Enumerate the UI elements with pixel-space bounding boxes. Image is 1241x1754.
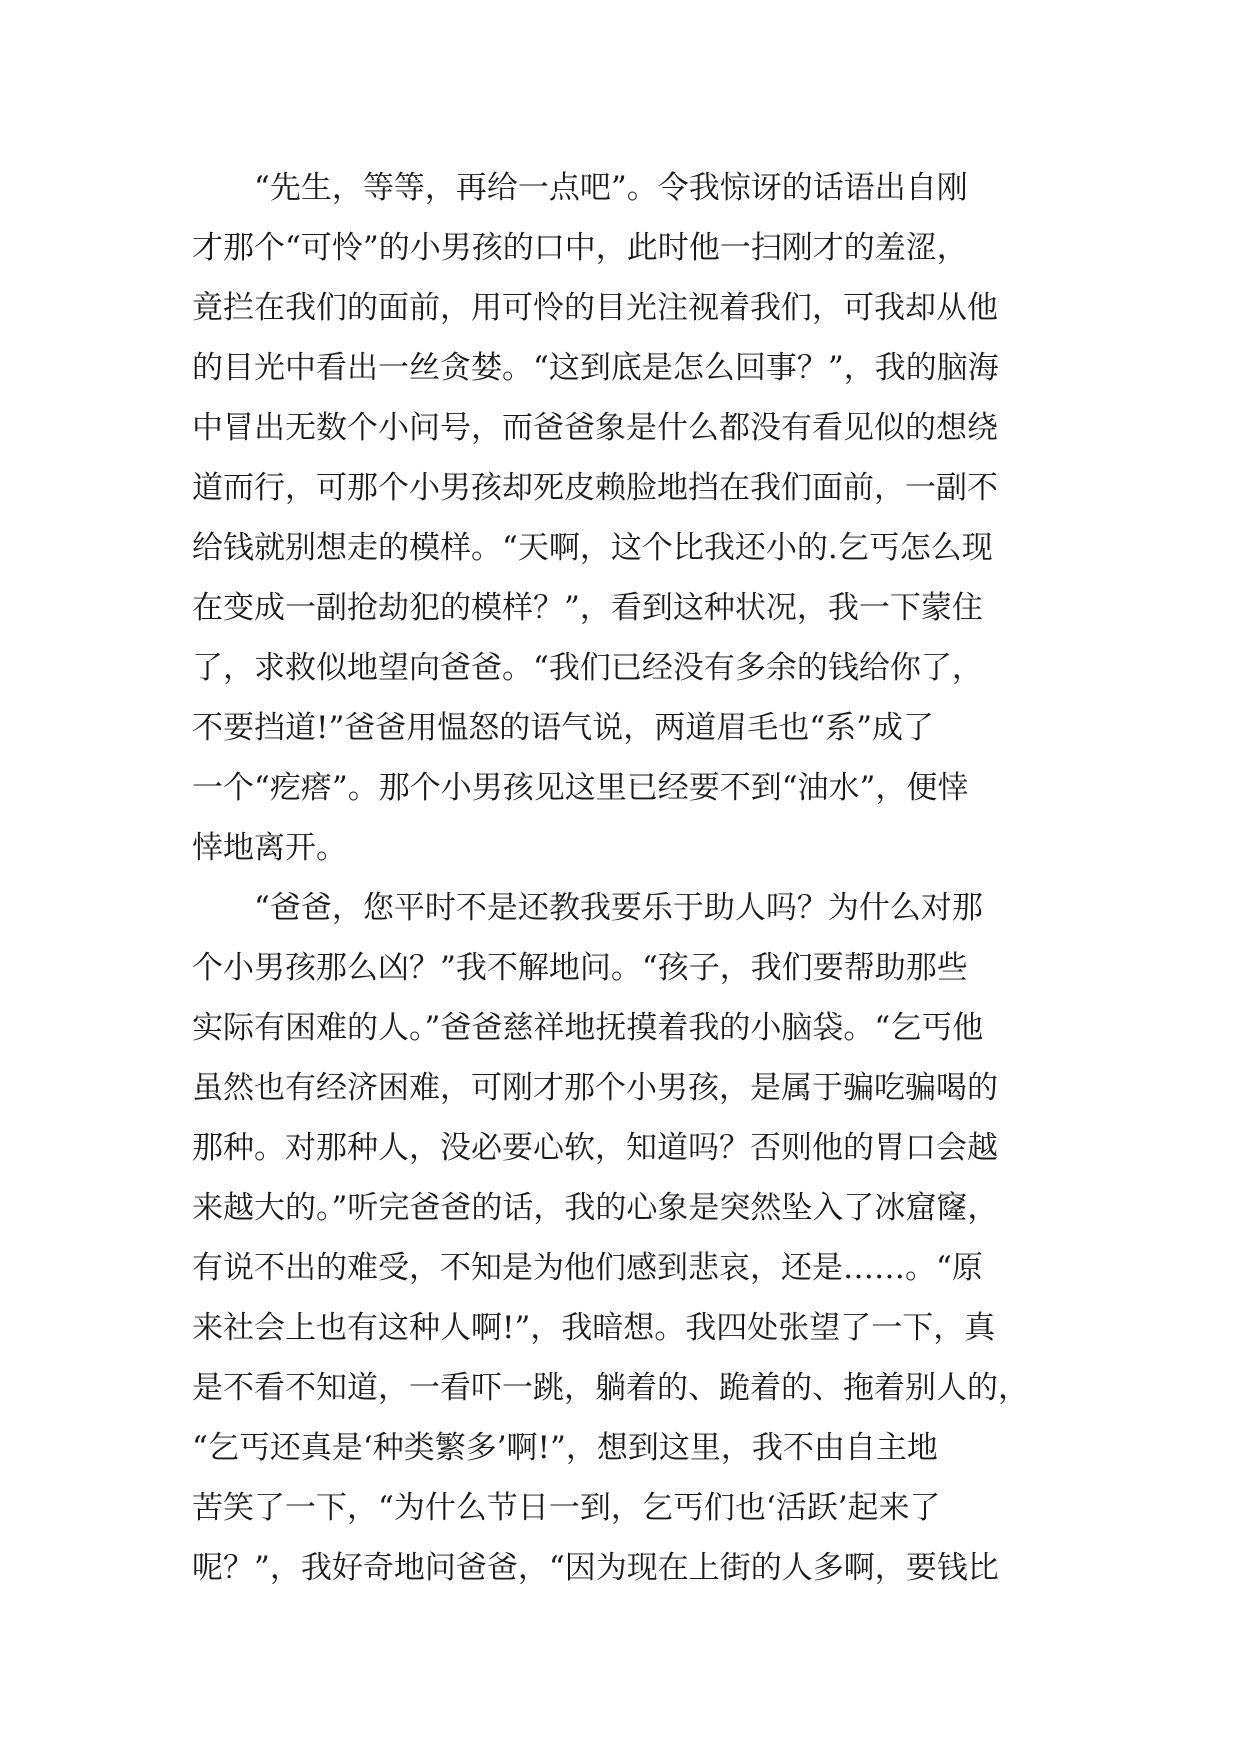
text-line: 在变成一副抢劫犯的模样？”，看到这种状况，我一下蒙住: [192, 590, 983, 626]
text-line: 不要挡道!”爸爸用愠怒的语气说，两道眉毛也“系”成了: [192, 710, 934, 746]
text-line: 实际有困难的人。”爸爸慈祥地抚摸着我的小脑袋。“乞丐他: [192, 1010, 984, 1046]
document-body: [192, 158, 1052, 1598]
text-line: 给钱就别想走的模样。“天啊，这个比我还小的.乞丐怎么现: [192, 530, 993, 566]
text-line: 个小男孩那么凶？”我不解地问。“孩子，我们要帮助那些: [192, 950, 968, 986]
text-line: 竟拦在我们的面前，用可怜的目光注视着我们，可我却从他: [192, 290, 998, 326]
text-line: 是不看不知道，一看吓一跳，躺着的、跪着的、拖着别人的，: [192, 1370, 1029, 1406]
text-line: 道而行，可那个小男孩却死皮赖脸地挡在我们面前，一副不: [192, 470, 998, 506]
text-line: 那种。对那种人，没必要心软，知道吗？否则他的胃口会越: [192, 1130, 998, 1166]
text-line: 才那个“可怜”的小男孩的口中，此时他一扫刚才的羞涩，: [192, 230, 968, 266]
text-line: “爸爸，您平时不是还教我要乐于助人吗？为什么对那: [254, 890, 983, 926]
text-line: 中冒出无数个小问号，而爸爸象是什么都没有看见似的想绕: [192, 410, 998, 446]
text-line: 的目光中看出一丝贪婪。“这到底是怎么回事？”，我的脑海: [192, 350, 999, 386]
text-line: 一个“疙瘩”。那个小男孩见这里已经要不到“油水”，便悻: [192, 770, 969, 806]
text-line: “先生，等等，再给一点吧”。令我惊讶的话语出自刚: [254, 170, 968, 206]
text-line: 来越大的。”听完爸爸的话，我的心象是突然坠入了冰窟窿，: [192, 1190, 999, 1226]
text-line: “乞丐还真是‘种类繁多’啊!”，想到这里，我不由自主地: [192, 1430, 938, 1466]
paragraph-2: [192, 878, 1052, 1598]
text-line: 虽然也有经济困难，可刚才那个小男孩，是属于骗吃骗喝的: [192, 1070, 998, 1106]
text-line: 了，求救似地望向爸爸。“我们已经没有多余的钱给你了，: [192, 650, 983, 686]
text-line: 悻地离开。: [192, 830, 347, 866]
paragraph-1: [192, 158, 1052, 878]
text-line: 苦笑了一下，“为什么节日一到，乞丐们也‘活跃’起来了: [192, 1490, 941, 1526]
text-line: 有说不出的难受，不知是为他们感到悲哀，还是……。“原: [192, 1250, 983, 1286]
text-line: 呢？”，我好奇地问爸爸，“因为现在上街的人多啊，要钱比: [192, 1550, 999, 1586]
text-line: 来社会上也有这种人啊!”，我暗想。我四处张望了一下，真: [192, 1310, 996, 1346]
